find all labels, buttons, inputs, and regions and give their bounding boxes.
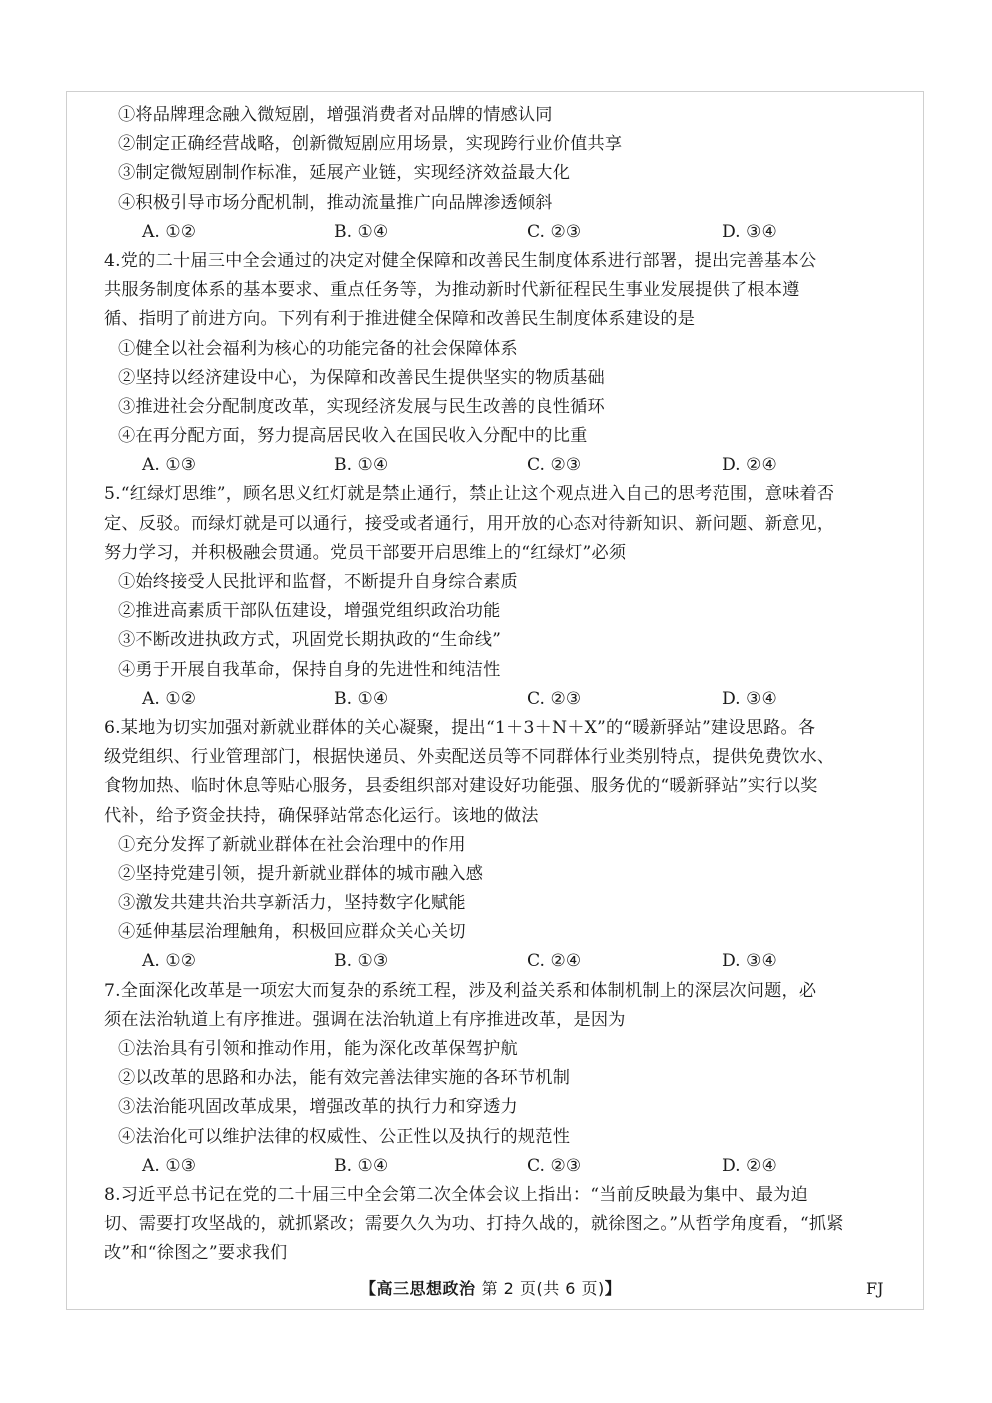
footer-page-number: 第 2 页(共 6 页) [481,1279,605,1298]
choice-c: C. ②③ [527,688,582,709]
choice-d: D. ②④ [722,455,777,476]
answer-choices [118,218,894,247]
choice-b: B. ①④ [334,1155,389,1176]
option-line: ②坚持党建引领，提升新就业群体的城市融入感 [118,863,484,884]
choice-c: C. ②③ [527,455,582,476]
choice-a: A. ①② [142,688,197,709]
option-line: ④勇于开展自我革命，保持自身的先进性和纯洁性 [118,659,501,680]
choice-d: D. ③④ [722,951,777,972]
question-stem: 改”和“徐图之”要求我们 [104,1243,288,1264]
choice-d: D. ③④ [722,688,777,709]
choice-b: B. ①④ [334,455,389,476]
question-stem: 努力学习，并积极融会贯通。党员干部要开启思维上的“红绿灯”必须 [104,542,627,563]
option-line: ③不断改进执政方式，巩固党长期执政的“生命线” [118,630,502,651]
option-line: ④积极引导市场分配机制，推动流量推广向品牌渗透倾斜 [118,192,553,213]
choice-d: D. ③④ [722,221,777,242]
option-line: ③推进社会分配制度改革，实现经济发展与民生改善的良性循环 [118,396,605,417]
question-stem: 代补，给予资金扶持，确保驿站常态化运行。该地的做法 [104,805,539,826]
footer-label [360,1274,621,1304]
choice-a: A. ①③ [142,1155,197,1176]
option-line: ②以改革的思路和办法，能有效完善法律实施的各环节机制 [118,1068,571,1089]
page-footer [0,1274,992,1304]
choice-a: A. ①③ [142,455,197,476]
question-stem: 4.党的二十届三中全会通过的决定对健全保障和改善民生制度体系进行部署，提出完善基本公 [104,250,817,271]
choice-a: A. ①② [142,951,197,972]
option-line: ②坚持以经济建设中心，为保障和改善民生提供坚实的物质基础 [118,367,605,388]
choice-d: D. ②④ [722,1155,777,1176]
question-stem: 6.某地为切实加强对新就业群体的关心凝聚，提出“1＋3＋N＋X”的“暖新驿站”建设思路。各 [104,717,816,738]
choice-c: C. ②③ [527,221,582,242]
choice-c: C. ②③ [527,1155,582,1176]
option-line: ④延伸基层治理触角，积极回应群众关心关切 [118,922,466,943]
option-line: ①法治具有引领和推动作用，能为深化改革保驾护航 [118,1039,518,1059]
option-line: ③激发共建共治共享新活力，坚持数字化赋能 [118,893,466,914]
choice-b: B. ①③ [334,951,389,972]
question-stem: 级党组织、行业管理部门，根据快递员、外卖配送员等不同群体行业类别特点，提供免费饮水、 [104,747,835,768]
question-stem: 7.全面深化改革是一项宏大而复杂的系统工程，涉及利益关系和体制机制上的深层次问题，必 [104,980,817,1001]
choice-b: B. ①④ [334,221,389,242]
footer-subject: 【高三思想政治 [360,1279,476,1298]
question-stem: 5.“红绿灯思维”，顾名思义红灯就是禁止通行，禁止让这个观点进入自己的思考范围，意味着否 [104,484,835,505]
question-stem: 循、指明了前进方向。下列有利于推进健全保障和改善民生制度体系建设的是 [104,309,696,330]
question-stem: 8.习近平总书记在党的二十届三中全会第二次全体会议上指出：“当前反映最为集中、最为迫 [104,1184,808,1205]
option-line: ①将品牌理念融入微短剧，增强消费者对品牌的情感认同 [118,105,553,125]
option-line: ④法治化可以维护法律的权威性、公正性以及执行的规范性 [118,1126,571,1147]
footer-close-bracket: 】 [604,1279,622,1298]
footer-code: FJ [866,1279,884,1298]
choice-c: C. ②④ [527,951,582,972]
answer-choices [118,451,894,480]
choice-a: A. ①② [142,221,197,242]
question-stem: 切、需要打攻坚战的，就抓紧改；需要久久为功、打持久战的，就徐图之。”从哲学角度看，“抓紧 [104,1214,844,1235]
answer-choices [118,947,894,976]
option-line: ②制定正确经营战略，创新微短剧应用场景，实现跨行业价值共享 [118,134,623,155]
question-stem: 共服务制度体系的基本要求、重点任务等，为推动新时代新征程民生事业发展提供了根本遵 [104,280,800,301]
choice-b: B. ①④ [334,688,389,709]
option-line: ①充分发挥了新就业群体在社会治理中的作用 [118,834,466,855]
answer-choices [118,685,894,714]
question-stem: 须在法治轨道上有序推进。强调在法治轨道上有序推进改革，是因为 [104,1009,626,1030]
option-line: ③制定微短剧制作标准，延展产业链，实现经济效益最大化 [118,163,571,184]
option-line: ①健全以社会福利为核心的功能完备的社会保障体系 [118,338,518,359]
page-content [104,101,894,1269]
option-line: ②推进高素质干部队伍建设，增强党组织政治功能 [118,601,501,622]
option-line: ③法治能巩固改革成果，增强改革的执行力和穿透力 [118,1097,518,1118]
option-line: ④在再分配方面，努力提高居民收入在国民收入分配中的比重 [118,426,588,447]
question-stem: 定、反驳。而绿灯就是可以通行，接受或者通行，用开放的心态对待新知识、新问题、新意见， [104,513,835,534]
question-stem: 食物加热、临时休息等贴心服务，县委组织部对建设好功能强、服务优的“暖新驿站”实行以奖 [104,776,818,797]
answer-choices [118,1152,894,1181]
option-line: ①始终接受人民批评和监督，不断提升自身综合素质 [118,572,518,592]
